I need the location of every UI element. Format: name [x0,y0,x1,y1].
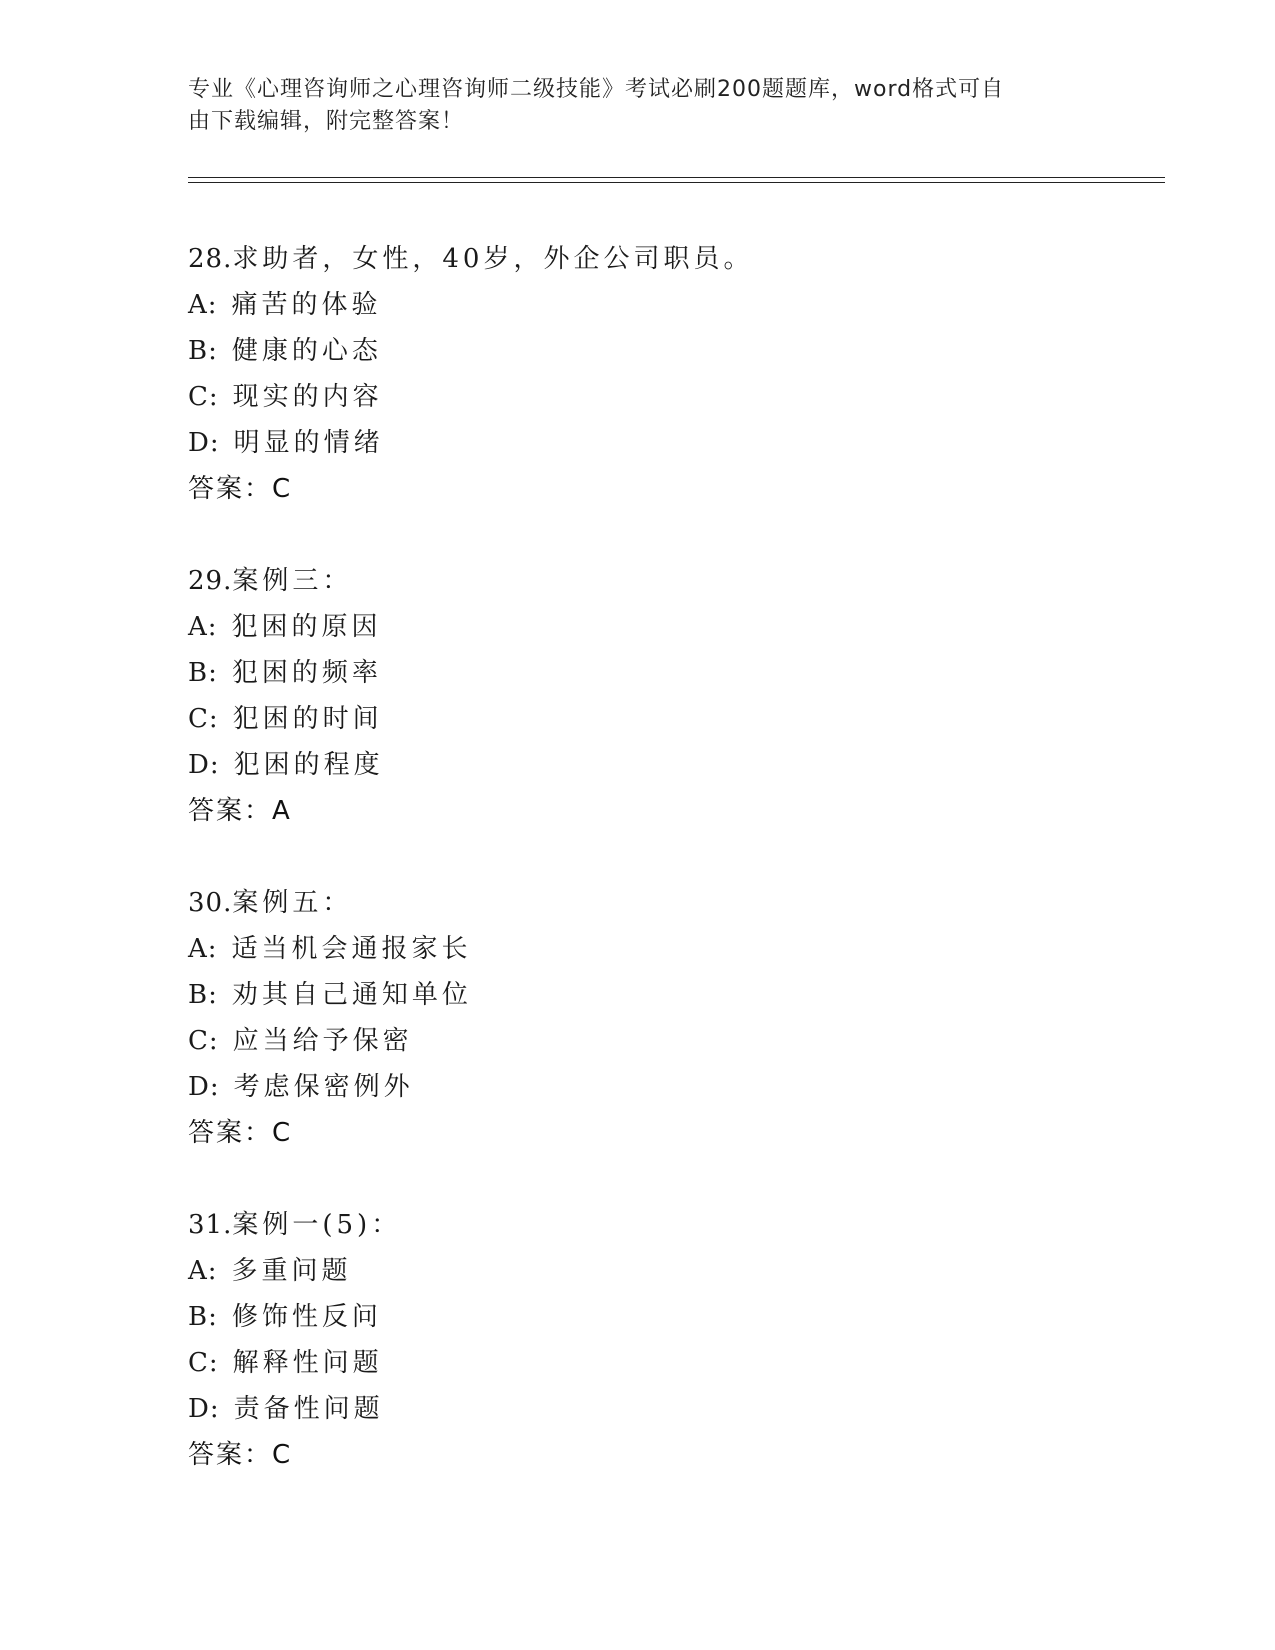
option-b [188,972,1148,1018]
option-key: A: [188,1256,218,1286]
document-header [188,74,1068,138]
question-number: 31. [188,1210,233,1240]
option-key: A: [188,290,218,320]
option-d [188,420,1148,466]
option-key: C: [188,382,219,412]
option-key: B: [188,980,218,1010]
option-text: 犯困的频率 [231,658,382,688]
option-text: 考虑保密例外 [233,1072,414,1102]
question-list [188,236,1148,1524]
answer-line: 答案：A [188,796,292,826]
question-stem [188,1202,1148,1248]
option-text: 现实的内容 [232,382,383,412]
question-31 [188,1202,1148,1478]
answer-line: 答案：C [188,1118,293,1148]
question-30 [188,880,1148,1156]
header-line-2: 由下载编辑，附完整答案！ [188,109,465,134]
header-line-1: 专业《心理咨询师之心理咨询师二级技能》考试必刷200题题库，word格式可自 [188,77,1005,102]
option-a [188,282,1148,328]
option-text: 明显的情绪 [233,428,384,458]
option-d [188,1064,1148,1110]
option-key: C: [188,1026,219,1056]
option-text: 痛苦的体验 [231,290,382,320]
question-number: 29. [188,566,233,596]
option-key: A: [188,612,218,642]
question-stem [188,558,1148,604]
answer-line: 答案：C [188,1440,293,1470]
question-29 [188,558,1148,834]
question-text: 求助者，女性，40岁，外企公司职员。 [232,244,754,274]
option-key: D: [188,750,220,780]
option-text: 适当机会通报家长 [231,934,472,964]
option-text: 解释性问题 [232,1348,383,1378]
option-text: 犯困的时间 [232,704,383,734]
option-b [188,328,1148,374]
header-rule-bottom [188,182,1165,183]
question-text: 案例三： [232,566,353,596]
option-key: C: [188,704,219,734]
option-text: 健康的心态 [231,336,382,366]
option-b [188,650,1148,696]
option-key: C: [188,1348,219,1378]
option-d [188,742,1148,788]
question-stem [188,880,1148,926]
option-d [188,1386,1148,1432]
question-text: 案例一(5)： [232,1210,402,1240]
option-c [188,1340,1148,1386]
option-key: B: [188,658,218,688]
option-key: A: [188,934,218,964]
option-key: B: [188,336,218,366]
option-c [188,1018,1148,1064]
option-b [188,1294,1148,1340]
option-text: 责备性问题 [233,1394,384,1424]
option-text: 犯困的程度 [233,750,384,780]
option-a [188,1248,1148,1294]
option-a [188,926,1148,972]
option-text: 修饰性反问 [231,1302,382,1332]
option-key: D: [188,1072,220,1102]
option-text: 应当给予保密 [232,1026,413,1056]
option-key: D: [188,1394,220,1424]
option-text: 多重问题 [231,1256,352,1286]
option-a [188,604,1148,650]
question-28 [188,236,1148,512]
header-rule-top [188,177,1165,178]
option-text: 犯困的原因 [231,612,382,642]
question-stem [188,236,1148,282]
answer-line: 答案：C [188,474,293,504]
question-text: 案例五： [232,888,353,918]
option-c [188,696,1148,742]
question-number: 30. [188,888,233,918]
option-key: B: [188,1302,218,1332]
option-text: 劝其自己通知单位 [231,980,472,1010]
option-c [188,374,1148,420]
question-number: 28. [188,244,233,274]
option-key: D: [188,428,220,458]
